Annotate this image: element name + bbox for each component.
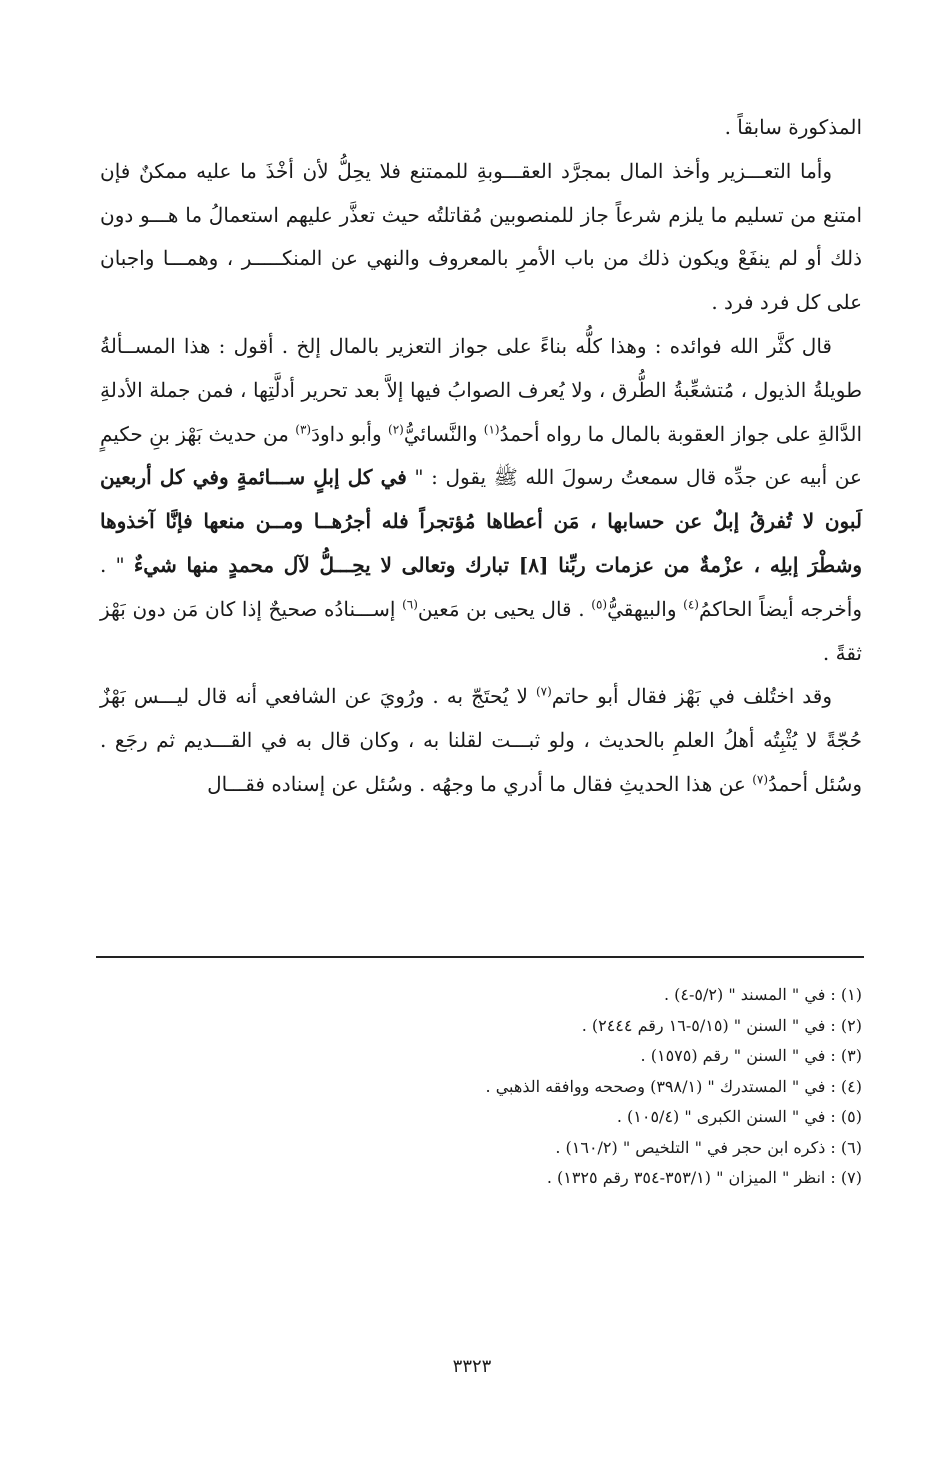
paragraph-3-text-e: " . وأخرجه أيضاً الحاكمُ bbox=[100, 552, 862, 621]
page-number: ٣٣٢٣ bbox=[452, 1356, 492, 1377]
footnote-ref-2[interactable]: (٢) bbox=[388, 421, 404, 436]
paragraph-3-text-d: من حديث بَهْز بنِ حكيمٍ عن أبيه عن جدِّه قال سمعتُ رسولَ الله ﷺ يقول : " bbox=[100, 421, 862, 490]
footnote-5: (٥) : في " السنن الكبرى " (١٠٥/٤) . bbox=[616, 1107, 862, 1126]
paragraph-4-text-a: وقد اختُلف في بَهْز فقال أبو حاتم bbox=[551, 684, 832, 709]
footnote-4: (٤) : في " المستدرك " (٣٩٨/١) وصححه ووافقه الذهبي . bbox=[485, 1076, 862, 1096]
footnote-ref-4[interactable]: (٤) bbox=[683, 597, 699, 612]
footnote-1: (١) : في " المسند " (٥/٢-٤) . bbox=[663, 985, 862, 1004]
paragraph-3 bbox=[100, 325, 862, 675]
footnote-separator bbox=[96, 956, 864, 958]
paragraph-3-text-a: قال كثَّر الله فوائده : وهذا كلُّه بناءً على جواز التعزير بالمال إلخ . أقول : هذا المســألةُ طويلةُ الذيول ، مُتشعِّبةُ الطُّرق ، ولا يُعرف الصوابُ فيها إلاَّ بعد تحرير أدلَّتِها ، فمن جملة الأدلةِ الدَّالةِ على جواز العقوبة بالمال ما رواه أحمدُ bbox=[100, 333, 863, 446]
paragraph-4-text-b: لا يُحتَجّ به . ورُويَ عن الشافعي أنه قال ليـــس بَهْزٌ حُجّةً لا يُثْبِتُه أهلُ العلمِ بالحديث ، ولو ثبـــت لقلنا به ، وكان قال به في القـــديم ثم رجَع . وسُئل أحمدُ bbox=[100, 684, 862, 796]
footnote-6: (٦) : ذكره ابن حجر في " التلخيص " (١٦٠/٢) . bbox=[555, 1137, 862, 1157]
paragraph-1 bbox=[100, 106, 862, 150]
footnote-ref-3[interactable]: (٣) bbox=[295, 421, 312, 436]
footnote-ref-1[interactable]: (١) bbox=[483, 421, 500, 436]
paragraph-3-text-f: والبيهقيُّ bbox=[607, 596, 684, 621]
footnote-2: (٢) : في " السنن " (٥/١٥-١٦ رقم ٢٤٤٤) . bbox=[581, 1015, 862, 1035]
footnote-7: (٧) : انظر " الميزان " (٣٥٣/١-٣٥٤ رقم ١٣٢٥) . bbox=[546, 1168, 862, 1187]
hadith-quote: في كل إبلٍ ســـائمةٍ وفي كل أربعين لَبون لا تُفرقُ إبلٌ عن حسابها ، مَن أعطاها مُؤتجراً فله أجرُهــا ومــن منعها فإنَّا آخذوها وشطْرَ إبلِه ، عزْمةٌ من عزمات ربِّنا [٨] تبارك وتعالى لا يحِـــلُّ لآل محمدٍ منها شيءٌ bbox=[100, 465, 863, 577]
main-text bbox=[100, 106, 862, 807]
paragraph-2-text: وأما التعـــزير وأخذ المال بمجرَّد العقـــوبةِ للممتنع فلا يحِلُّ لأن أخْذَ ما عليه ممكنٌ فإن امتنع من تسليم ما يلزم شرعاً جاز للمنصوبين مُقاتلتُه حيث تعذَّر عليهم استعمالُ ما هـــو دون ذلك أو لم ينفَعْ ويكون ذلك من باب الأمرِ بالمعروف والنهي عن المنكـــــر ، وهمـــا واجبان على كل فرد فرد . bbox=[100, 158, 862, 315]
paragraph-1-text: المذكورة سابقاً . bbox=[724, 115, 862, 139]
paragraph-3-text-b: والنَّسائيُّ bbox=[403, 421, 484, 446]
paragraph-3-text-c: وأبو داودَ bbox=[311, 421, 389, 446]
footnote-ref-7b[interactable]: (٧) bbox=[752, 772, 769, 787]
footnotes bbox=[100, 980, 862, 1194]
paragraph-3-text-g: . قال يحيى بن مَعين bbox=[417, 596, 592, 621]
footnote-ref-5[interactable]: (٥) bbox=[591, 597, 608, 612]
paragraph-4-text-c: عن هذا الحديثِ فقال ما أدري ما وجهُه . وسُئل عن إسناده فقـــال bbox=[207, 771, 753, 796]
footnote-3: (٣) : في " السنن " رقم (١٥٧٥) . bbox=[640, 1046, 862, 1065]
footnote-ref-7[interactable]: (٧) bbox=[535, 684, 552, 699]
paragraph-2 bbox=[100, 150, 862, 325]
paragraph-4 bbox=[100, 675, 862, 806]
footnote-ref-6[interactable]: (٦) bbox=[402, 597, 418, 612]
paragraph-3-text-h: إســـنادُه صحيحٌ إذا كان مَن دون بَهْز ثقةً . bbox=[100, 596, 862, 665]
